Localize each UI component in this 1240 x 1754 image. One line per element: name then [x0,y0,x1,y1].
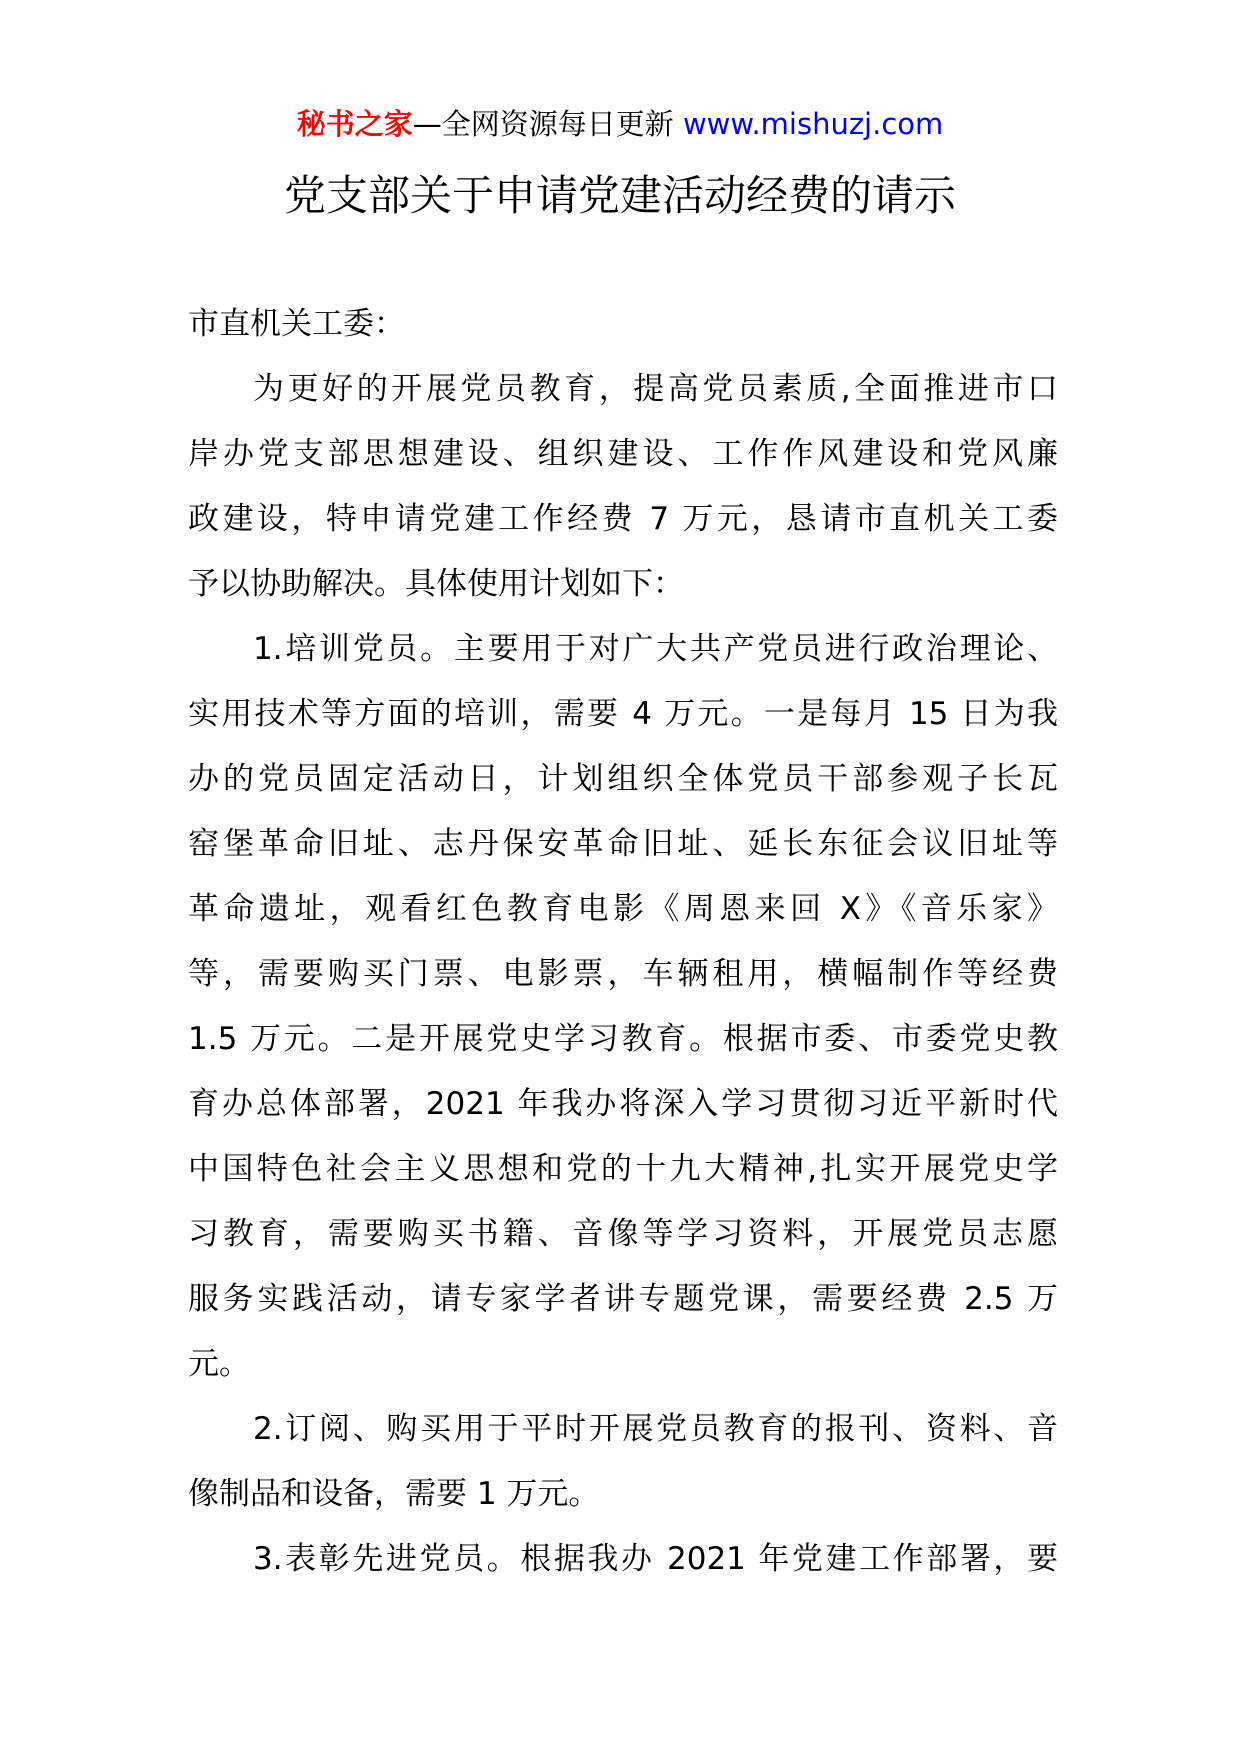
document-title: 党支部关于申请党建活动经费的请示 [283,171,956,220]
text-line: 元。 [188,1346,250,1382]
text-line: 市直机关工委： [188,306,405,342]
text-line: 服务实践活动，请专家学者讲专题党课，需要经费 2.5 万 [188,1281,1058,1317]
text-line: 为更好的开展党员教育，提高党员素质,全面推进市口 [253,371,1058,407]
text-line: 政建设，特申请党建工作经费 7 万元，恳请市直机关工委 [188,501,1058,537]
text-line: 像制品和设备，需要 1 万元。 [188,1476,600,1512]
text-line: 中国特色社会主义思想和党的十九大精神,扎实开展党史学 [188,1151,1058,1187]
text-line: 窑堡革命旧址、志丹保安革命旧址、延长东征会议旧址等 [188,826,1058,862]
text-line: 岸办党支部思想建设、组织建设、工作作风建设和党风廉 [188,436,1058,472]
page-header [0,104,1240,144]
text-line: 2.订阅、购买用于平时开展党员教育的报刊、资料、音 [253,1411,1058,1447]
text-line: 3.表彰先进党员。根据我办 2021 年党建工作部署，要 [253,1541,1058,1577]
brand-name: 秘书之家 [296,107,413,141]
text-line: 育办总体部署，2021 年我办将深入学习贯彻习近平新时代 [188,1086,1058,1122]
website-link[interactable]: www.mishuzj.com [673,107,944,141]
text-line: 实用技术等方面的培训，需要 4 万元。一是每月 15 日为我 [188,696,1058,732]
text-line: 办的党员固定活动日，计划组织全体党员干部参观子长瓦 [188,761,1058,797]
brand-slogan: —全网资源每日更新 [412,107,674,141]
text-line: 予以协助解决。具体使用计划如下： [188,566,684,602]
text-line: 革命遗址，观看红色教育电影《周恩来回 X》《音乐家》 [188,891,1058,927]
document-body [188,292,1058,1592]
text-line: 1.5 万元。二是开展党史学习教育。根据市委、市委党史教 [188,1021,1058,1057]
text-line: 等，需要购买门票、电影票，车辆租用，横幅制作等经费 [188,956,1058,992]
text-line: 习教育，需要购买书籍、音像等学习资料，开展党员志愿 [188,1216,1058,1252]
text-line: 1.培训党员。主要用于对广大共产党员进行政治理论、 [253,631,1058,667]
